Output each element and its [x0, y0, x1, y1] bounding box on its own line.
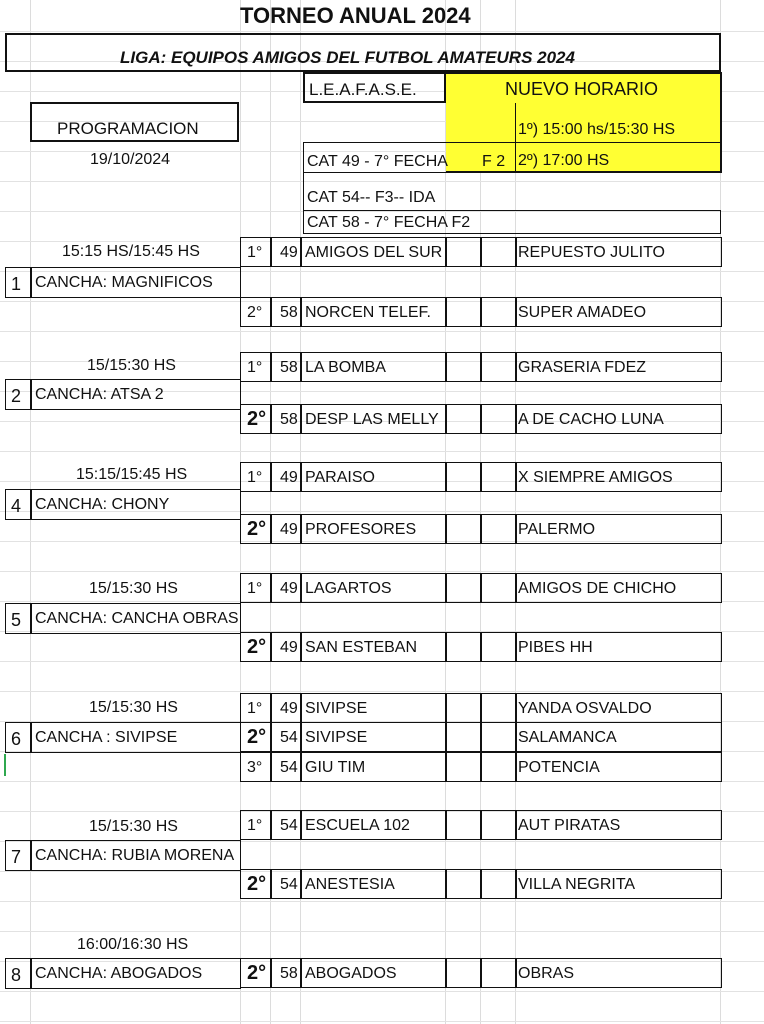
match-col-divider [515, 632, 517, 662]
match-col-divider [515, 352, 517, 382]
field-num-divider [30, 603, 32, 634]
match-col-divider [445, 237, 447, 267]
match-col-divider [480, 752, 482, 782]
field-num-divider [30, 840, 32, 871]
away-team: OBRAS [518, 965, 575, 982]
match-col-divider [515, 237, 517, 267]
match-col-divider [445, 514, 447, 544]
block-time: 15:15/15:45 HS [76, 466, 188, 483]
match-order: 2° [247, 726, 267, 748]
field-num-divider [30, 379, 32, 410]
schedule-slot-1: 1º) 15:00 hs/15:30 HS [518, 121, 676, 138]
match-category: 49 [280, 639, 298, 656]
gridline-horizontal [0, 31, 764, 32]
match-col-divider [300, 297, 302, 327]
field-name: CANCHA: RUBIA MORENA [35, 847, 235, 864]
programacion-label: PROGRAMACION [57, 119, 199, 138]
away-team: REPUESTO JULITO [518, 244, 665, 261]
match-col-divider [445, 632, 447, 662]
match-col-divider [480, 404, 482, 434]
match-col-divider [270, 352, 272, 382]
new-schedule-label: NUEVO HORARIO [505, 79, 659, 99]
match-category: 49 [280, 700, 298, 717]
gridline-horizontal [0, 181, 764, 182]
away-team: PALERMO [518, 521, 596, 538]
match-col-divider [515, 514, 517, 544]
match-col-divider [480, 810, 482, 840]
cat-border [303, 142, 446, 143]
gridline-horizontal [0, 451, 764, 452]
match-col-divider [515, 958, 517, 988]
match-category: 49 [280, 521, 298, 538]
away-team: X SIEMPRE AMIGOS [518, 469, 673, 486]
field-number: 2 [11, 386, 22, 406]
match-order: 2° [247, 304, 263, 321]
match-col-divider [515, 693, 517, 723]
match-col-divider [300, 752, 302, 782]
field-number: 4 [11, 496, 22, 516]
away-team: POTENCIA [518, 759, 600, 776]
match-col-divider [480, 462, 482, 492]
match-col-divider [270, 632, 272, 662]
match-order: 1° [247, 244, 263, 261]
category-49-suffix: F 2 [482, 153, 506, 170]
match-col-divider [445, 869, 447, 899]
cat-border [303, 233, 721, 234]
away-team: AUT PIRATAS [518, 817, 621, 834]
match-col-divider [515, 869, 517, 899]
away-team: PIBES HH [518, 639, 593, 656]
cat-border [303, 210, 721, 211]
away-team: GRASERIA FDEZ [518, 359, 647, 376]
away-team: AMIGOS DE CHICHO [518, 580, 677, 597]
home-team: LA BOMBA [305, 359, 386, 376]
match-category: 58 [280, 304, 298, 321]
hl-border [720, 72, 722, 173]
match-category: 49 [280, 244, 298, 261]
match-order: 1° [247, 700, 263, 717]
match-col-divider [515, 810, 517, 840]
block-time: 15/15:30 HS [89, 818, 178, 835]
match-col-divider [300, 693, 302, 723]
match-col-divider [445, 958, 447, 988]
block-time: 16:00/16:30 HS [77, 936, 189, 953]
match-order: 1° [247, 359, 263, 376]
field-num-divider [30, 722, 32, 753]
match-col-divider [480, 352, 482, 382]
match-col-divider [480, 237, 482, 267]
home-team: GIU TIM [305, 759, 366, 776]
home-team: ESCUELA 102 [305, 817, 410, 834]
field-name: CANCHA : SIVIPSE [35, 729, 178, 746]
match-col-divider [300, 958, 302, 988]
match-col-divider [445, 462, 447, 492]
cell-cursor [4, 754, 6, 776]
match-category: 54 [280, 876, 298, 893]
cat-border [303, 142, 304, 234]
match-col-divider [445, 297, 447, 327]
match-col-divider [445, 693, 447, 723]
match-col-divider [270, 404, 272, 434]
match-order: 1° [247, 580, 263, 597]
block-time: 15:15 HS/15:45 HS [62, 243, 200, 260]
match-order: 3° [247, 759, 263, 776]
field-name: CANCHA: CHONY [35, 496, 170, 513]
match-col-divider [480, 632, 482, 662]
field-name: CANCHA: ABOGADOS [35, 965, 203, 982]
match-col-divider [270, 752, 272, 782]
field-num-divider [30, 267, 32, 298]
home-team: LAGARTOS [305, 580, 392, 597]
match-category: 54 [280, 729, 298, 746]
match-col-divider [515, 404, 517, 434]
block-time: 15/15:30 HS [87, 357, 176, 374]
match-col-divider [300, 404, 302, 434]
field-num-divider [30, 958, 32, 989]
match-col-divider [270, 810, 272, 840]
field-number: 1 [11, 274, 22, 294]
match-col-divider [480, 297, 482, 327]
match-col-divider [480, 514, 482, 544]
match-col-divider [300, 869, 302, 899]
field-name: CANCHA: MAGNIFICOS [35, 274, 213, 291]
gridline-horizontal [0, 691, 764, 692]
gridline-horizontal [0, 1021, 764, 1022]
block-time: 15/15:30 HS [89, 699, 178, 716]
away-team: SALAMANCA [518, 729, 617, 746]
match-category: 54 [280, 759, 298, 776]
match-col-divider [445, 573, 447, 603]
match-col-divider [300, 237, 302, 267]
hl-border [446, 142, 722, 143]
home-team: NORCEN TELEF. [305, 304, 431, 321]
field-number: 7 [11, 847, 22, 867]
away-team: A DE CACHO LUNA [518, 411, 664, 428]
block-time: 15/15:30 HS [89, 580, 178, 597]
match-col-divider [445, 722, 447, 752]
field-number: 5 [11, 610, 22, 630]
match-category: 58 [280, 359, 298, 376]
gridline-horizontal [0, 931, 764, 932]
match-col-divider [300, 722, 302, 752]
match-col-divider [300, 462, 302, 492]
match-col-divider [270, 297, 272, 327]
match-category: 58 [280, 411, 298, 428]
match-col-divider [515, 462, 517, 492]
home-team: PROFESORES [305, 521, 417, 538]
field-name: CANCHA: CANCHA OBRAS [35, 610, 239, 627]
match-order: 2° [247, 408, 267, 430]
hl-col-divider [515, 103, 516, 173]
gridline-horizontal [0, 901, 764, 902]
away-team: VILLA NEGRITA [518, 876, 636, 893]
match-col-divider [515, 722, 517, 752]
match-col-divider [480, 693, 482, 723]
match-col-divider [480, 958, 482, 988]
category-54: CAT 54-- F3-- IDA [307, 189, 436, 206]
match-order: 2° [247, 518, 267, 540]
match-order: 2° [247, 636, 267, 658]
org-label: L.E.A.F.A.S.E. [309, 80, 417, 99]
category-49: CAT 49 - 7° FECHA [307, 153, 448, 170]
match-category: 49 [280, 580, 298, 597]
match-col-divider [300, 632, 302, 662]
schedule-date: 19/10/2024 [90, 151, 171, 168]
page-title: TORNEO ANUAL 2024 [240, 3, 471, 28]
match-col-divider [300, 810, 302, 840]
match-order: 1° [247, 817, 263, 834]
field-num-divider [30, 489, 32, 520]
home-team: AMIGOS DEL SUR [305, 244, 443, 261]
gridline-horizontal [0, 991, 764, 992]
home-team: SIVIPSE [305, 700, 368, 717]
home-team: SIVIPSE [305, 729, 368, 746]
gridline-horizontal [0, 331, 764, 332]
category-58: CAT 58 - 7° FECHA F2 [307, 214, 471, 231]
match-col-divider [270, 514, 272, 544]
home-team: DESP LAS MELLY [305, 411, 439, 428]
hl-border [446, 72, 722, 74]
home-team: ANESTESIA [305, 876, 395, 893]
schedule-slot-2: 2º) 17:00 HS [518, 152, 610, 169]
field-number: 8 [11, 965, 22, 985]
home-team: ABOGADOS [305, 965, 397, 982]
match-order: 2° [247, 873, 267, 895]
match-col-divider [445, 810, 447, 840]
match-category: 49 [280, 469, 298, 486]
match-col-divider [515, 297, 517, 327]
away-team: YANDA OSVALDO [518, 700, 652, 717]
match-col-divider [445, 352, 447, 382]
match-order: 1° [247, 469, 263, 486]
home-team: PARAISO [305, 469, 375, 486]
match-col-divider [270, 237, 272, 267]
match-col-divider [270, 573, 272, 603]
cat-border [303, 172, 515, 173]
match-col-divider [515, 752, 517, 782]
match-category: 58 [280, 965, 298, 982]
gridline-horizontal [0, 211, 764, 212]
match-col-divider [270, 462, 272, 492]
match-col-divider [270, 958, 272, 988]
match-col-divider [480, 573, 482, 603]
field-number: 6 [11, 729, 22, 749]
match-order: 2° [247, 962, 267, 984]
match-category: 54 [280, 817, 298, 834]
match-col-divider [515, 573, 517, 603]
home-team: SAN ESTEBAN [305, 639, 418, 656]
match-col-divider [300, 573, 302, 603]
match-col-divider [270, 693, 272, 723]
match-col-divider [270, 722, 272, 752]
match-col-divider [480, 869, 482, 899]
match-col-divider [480, 722, 482, 752]
match-col-divider [300, 352, 302, 382]
cat-border [720, 210, 721, 234]
match-col-divider [300, 514, 302, 544]
match-col-divider [270, 869, 272, 899]
match-col-divider [445, 752, 447, 782]
field-name: CANCHA: ATSA 2 [35, 386, 164, 403]
away-team: SUPER AMADEO [518, 304, 647, 321]
gridline-horizontal [0, 571, 764, 572]
league-title: LIGA: EQUIPOS AMIGOS DEL FUTBOL AMATEURS 2024 [120, 48, 575, 67]
match-col-divider [445, 404, 447, 434]
